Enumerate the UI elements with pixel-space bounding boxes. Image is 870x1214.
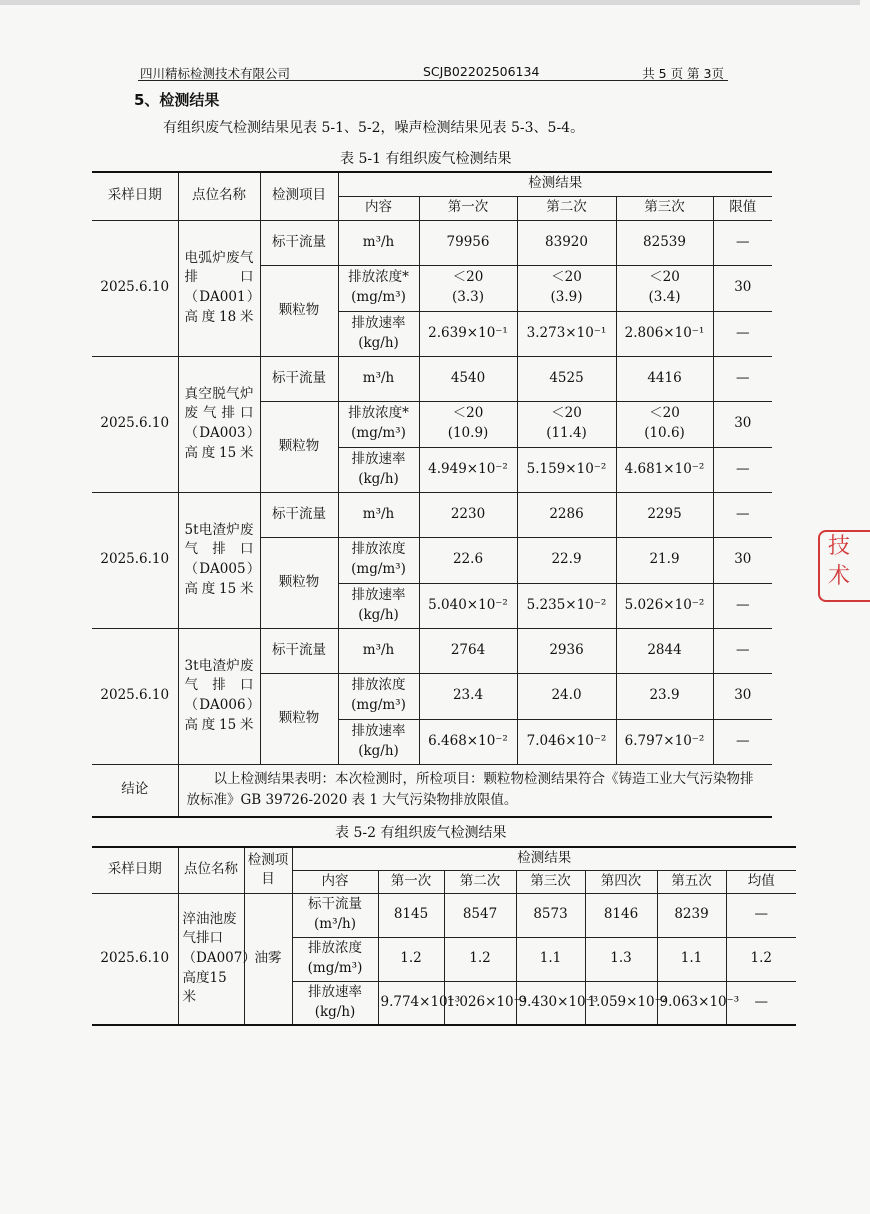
t1-h-r1: 第一次 <box>419 196 517 220</box>
run-value: 1.1 <box>516 937 585 981</box>
run-value: 9.430×10⁻³ <box>516 981 585 1025</box>
rate-value: 4.949×10⁻² <box>419 447 517 492</box>
flow-value: 2936 <box>517 628 616 673</box>
conc-value: ＜20 <box>452 405 484 422</box>
rate-limit: — <box>713 719 772 764</box>
rate-unit: (kg/h) <box>358 742 399 759</box>
rate-value: 5.026×10⁻² <box>616 583 713 628</box>
rate-value: 6.468×10⁻² <box>419 719 517 764</box>
table1-caption: 表 5-1 有组织废气检测结果 <box>340 151 512 167</box>
rate-value: 2.806×10⁻¹ <box>616 311 713 356</box>
conc-value: ＜20 <box>452 269 484 286</box>
rate-value: 2.639×10⁻¹ <box>419 311 517 356</box>
conc-measured: (3.9) <box>550 289 583 305</box>
pollutant-name: 油雾 <box>244 893 292 1025</box>
t1-h-content: 内容 <box>338 196 419 220</box>
flow-value: 4540 <box>419 356 517 401</box>
table2 <box>92 846 796 1026</box>
conc-measured: (11.4) <box>546 425 587 441</box>
rate-label: 排放速率 <box>351 450 406 467</box>
t2-h-run-2: 第二次 <box>444 870 516 893</box>
conc-value: 24.0 <box>551 687 582 704</box>
run-value: 8146 <box>585 893 657 937</box>
red-seal-stamp <box>818 530 870 602</box>
conc-value: ＜20 <box>551 405 582 422</box>
sample-date: 2025.6.10 <box>92 893 178 1025</box>
conc-measured: (3.3) <box>451 289 484 305</box>
conc-value-cell <box>616 401 713 447</box>
conc-value: 21.9 <box>649 551 680 568</box>
flow-value: 2286 <box>517 492 616 537</box>
rate-value: 4.681×10⁻² <box>616 447 713 492</box>
conc-value-cell <box>616 673 713 719</box>
t2-h-run-5: 第五次 <box>657 870 726 893</box>
conc-value: 22.6 <box>452 551 484 568</box>
param-label: 标干流量 <box>308 896 362 913</box>
conc-value-cell <box>517 265 616 311</box>
conc-measured: (3.4) <box>648 289 681 305</box>
run-value: 1.026×10⁻³ <box>444 981 516 1025</box>
report-number: SCJB02202506134 <box>423 64 540 79</box>
flow-value: 4416 <box>616 356 713 401</box>
pollutant-name: 颗粒物 <box>260 537 338 628</box>
pollutant-name: 颗粒物 <box>260 673 338 764</box>
conc-value-cell <box>419 673 517 719</box>
conc-value: 23.4 <box>452 687 484 704</box>
flow-value: 82539 <box>616 220 713 265</box>
conc-label-cell <box>338 401 419 447</box>
t1-h-loc: 点位名称 <box>178 172 260 220</box>
t1-h-limit: 限值 <box>713 196 772 220</box>
t1-h-item: 检测项目 <box>260 172 338 220</box>
intro-text: 有组织废气检测结果见表 5-1、5-2，噪声检测结果见表 5-3、5-4。 <box>163 120 585 136</box>
conc-value-cell <box>616 537 713 583</box>
table-row <box>92 893 796 937</box>
run-value: 1.2 <box>378 937 444 981</box>
conc-value: ＜20 <box>551 269 582 286</box>
rate-limit: — <box>713 311 772 356</box>
conc-label-cell <box>338 265 419 311</box>
sample-date: 2025.6.10 <box>92 628 178 764</box>
avg-value: 1.2 <box>726 937 796 981</box>
param-label: 排放速率 <box>308 984 362 1001</box>
flow-limit: — <box>713 356 772 401</box>
table1-body <box>92 220 772 764</box>
rate-label: 排放速率 <box>351 314 406 331</box>
conc-label: 排放浓度* <box>348 405 409 422</box>
conc-limit: 30 <box>713 673 772 719</box>
param-label-cell <box>292 893 378 937</box>
t1-h-r3: 第三次 <box>616 196 713 220</box>
location-name: 5t电渣炉废气排口（DA005）高度15米 <box>178 492 260 628</box>
table2-caption: 表 5-2 有组织废气检测结果 <box>335 825 507 841</box>
conc-value-cell <box>419 537 517 583</box>
rate-label: 排放速率 <box>351 586 406 603</box>
location-name: 电弧炉废气排口（DA001）高度18米 <box>178 220 260 356</box>
location-name: 淬油池废气排口（DA007）高度15米 <box>178 893 244 1025</box>
conc-value-cell <box>517 537 616 583</box>
t2-h-run-3: 第三次 <box>516 870 585 893</box>
rate-value: 5.235×10⁻² <box>517 583 616 628</box>
avg-value: — <box>726 893 796 937</box>
conc-measured: (10.9) <box>447 425 489 441</box>
table-row <box>92 628 772 673</box>
sample-date: 2025.6.10 <box>92 220 178 356</box>
flow-value: 2764 <box>419 628 517 673</box>
param-label-cell <box>292 937 378 981</box>
conc-value: 23.9 <box>649 687 680 704</box>
company-name: 四川精标检测技术有限公司 <box>140 66 291 81</box>
table2-body <box>92 893 796 1025</box>
t1-h-r2: 第二次 <box>517 196 616 220</box>
rate-value: 7.046×10⁻² <box>517 719 616 764</box>
rate-unit: (kg/h) <box>358 606 399 623</box>
flow-label: 标干流量 <box>260 492 338 537</box>
conc-label: 排放浓度 <box>351 541 406 558</box>
flow-label: 标干流量 <box>260 220 338 265</box>
table-row <box>92 220 772 265</box>
conc-measured: (10.6) <box>644 425 685 441</box>
rate-label-cell <box>338 583 419 628</box>
rate-limit: — <box>713 447 772 492</box>
flow-value: 4525 <box>517 356 616 401</box>
conc-unit: (mg/m³) <box>351 561 406 577</box>
flow-label: 标干流量 <box>260 628 338 673</box>
t1-h-result: 检测结果 <box>338 172 772 196</box>
run-value: 1.3 <box>585 937 657 981</box>
conc-limit: 30 <box>713 537 772 583</box>
stamp-text: 技术 <box>828 534 851 589</box>
conc-unit: (mg/m³) <box>351 289 406 305</box>
rate-label-cell <box>338 311 419 356</box>
t2-h-avg: 均值 <box>726 870 796 893</box>
table-row <box>92 492 772 537</box>
conc-limit: 30 <box>713 401 772 447</box>
conc-value-cell <box>517 673 616 719</box>
conc-unit: (mg/m³) <box>351 425 406 441</box>
conc-limit: 30 <box>713 265 772 311</box>
run-value: 1.1 <box>657 937 726 981</box>
pollutant-name: 颗粒物 <box>260 265 338 356</box>
pollutant-name: 颗粒物 <box>260 401 338 492</box>
table-row <box>92 356 772 401</box>
rate-label-cell <box>338 447 419 492</box>
flow-unit: m³/h <box>338 628 419 673</box>
run-value: 8145 <box>378 893 444 937</box>
param-unit: (m³/h) <box>314 916 356 932</box>
run-value: 1.2 <box>444 937 516 981</box>
t2-h-result: 检测结果 <box>292 847 796 870</box>
flow-value: 2295 <box>616 492 713 537</box>
t2-h-run-1: 第一次 <box>378 870 444 893</box>
table1 <box>92 171 772 818</box>
sample-date: 2025.6.10 <box>92 356 178 492</box>
section-title: 5、检测结果 <box>134 91 220 109</box>
rate-unit: (kg/h) <box>358 334 399 351</box>
t2-h-item: 检测项目 <box>244 847 292 893</box>
location-name: 3t电渣炉废气排口（DA006）高度15米 <box>178 628 260 764</box>
location-name: 真空脱气炉废气排口（DA003）高度15米 <box>178 356 260 492</box>
run-value: 1.059×10⁻² <box>585 981 657 1025</box>
run-value: 9.774×10⁻³ <box>378 981 444 1025</box>
rate-unit: (kg/h) <box>358 470 399 487</box>
flow-value: 83920 <box>517 220 616 265</box>
param-unit: (kg/h) <box>314 1003 356 1020</box>
param-unit: (mg/m³) <box>307 960 363 976</box>
rate-value: 6.797×10⁻² <box>616 719 713 764</box>
conc-label: 排放浓度* <box>348 269 409 286</box>
run-value: 8239 <box>657 893 726 937</box>
conc-value-cell <box>419 265 517 311</box>
page-indicator: 共 5 页 第 3页 <box>642 66 724 81</box>
rate-value: 5.040×10⁻² <box>419 583 517 628</box>
flow-value: 2230 <box>419 492 517 537</box>
flow-limit: — <box>713 220 772 265</box>
conc-value: ＜20 <box>649 269 680 286</box>
conclusion-label: 结论 <box>92 764 178 817</box>
conc-unit: (mg/m³) <box>351 697 406 713</box>
t1-h-date: 采样日期 <box>92 172 178 220</box>
conc-label: 排放浓度 <box>351 677 406 694</box>
flow-value: 79956 <box>419 220 517 265</box>
run-value: 9.063×10⁻³ <box>657 981 726 1025</box>
run-value: 8573 <box>516 893 585 937</box>
flow-unit: m³/h <box>338 492 419 537</box>
sample-date: 2025.6.10 <box>92 492 178 628</box>
conclusion-text: 以上检测结果表明：本次检测时，所检项目：颗粒物检测结果符合《铸造工业大气污染物排放标准》GB 39726-2020 表 1 大气污染物排放限值。 <box>178 764 772 817</box>
avg-value: — <box>726 981 796 1025</box>
t2-h-run-4: 第四次 <box>585 870 657 893</box>
flow-label: 标干流量 <box>260 356 338 401</box>
flow-unit: m³/h <box>338 356 419 401</box>
conc-value: 22.9 <box>551 551 582 568</box>
page-header <box>138 62 728 81</box>
flow-value: 2844 <box>616 628 713 673</box>
rate-limit: — <box>713 583 772 628</box>
param-label-cell <box>292 981 378 1025</box>
conc-value-cell <box>419 401 517 447</box>
conc-value: ＜20 <box>649 405 680 422</box>
rate-label-cell <box>338 719 419 764</box>
rate-label: 排放速率 <box>351 722 406 739</box>
t2-h-loc: 点位名称 <box>178 847 244 893</box>
conc-value-cell <box>517 401 616 447</box>
run-value: 8547 <box>444 893 516 937</box>
scan-edge <box>0 0 860 5</box>
t2-h-date: 采样日期 <box>92 847 178 893</box>
t2-h-content: 内容 <box>292 870 378 893</box>
rate-value: 5.159×10⁻² <box>517 447 616 492</box>
param-label: 排放浓度 <box>308 940 362 957</box>
rate-value: 3.273×10⁻¹ <box>517 311 616 356</box>
conc-label-cell <box>338 673 419 719</box>
flow-limit: — <box>713 492 772 537</box>
flow-unit: m³/h <box>338 220 419 265</box>
conc-label-cell <box>338 537 419 583</box>
conc-value-cell <box>616 265 713 311</box>
flow-limit: — <box>713 628 772 673</box>
